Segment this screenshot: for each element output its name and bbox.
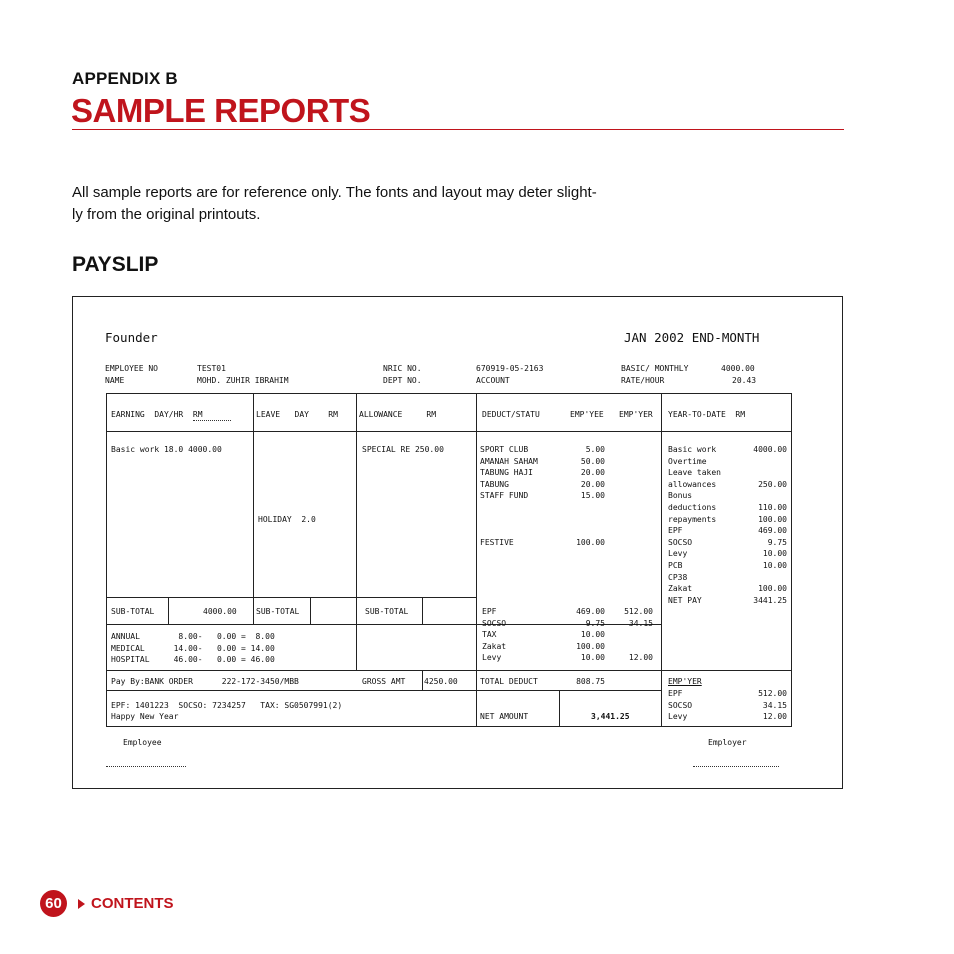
grid-line: [422, 597, 423, 624]
ytd-label: EPF: [668, 526, 683, 536]
net-amount-value: 3,441.25: [591, 712, 630, 721]
grid-line: [422, 670, 423, 690]
ytd-value: 3441.25: [753, 595, 787, 605]
gross-value: 4250.00: [424, 677, 458, 686]
ytd-label: PCB: [668, 561, 683, 570]
net-amount-label: NET AMOUNT: [480, 712, 529, 721]
deduction-name: STAFF FUND: [480, 491, 529, 501]
employer-signature-label: Employer: [708, 738, 747, 747]
ytd-label: deductions: [668, 503, 717, 512]
total-deduct-value: 808.75: [576, 677, 605, 686]
grid-line: [476, 393, 477, 727]
header-underline: [193, 420, 231, 421]
appendix-label: APPENDIX B: [72, 69, 178, 88]
grid-line: [168, 597, 169, 624]
name-label: NAME: [105, 376, 125, 385]
basic-value: 4000.00: [721, 364, 755, 373]
pay-period: JAN 2002 END-MONTH: [624, 330, 760, 345]
ytd-label: Levy: [668, 549, 688, 559]
ytd-label: NET PAY: [668, 595, 702, 605]
name-value: MOHD. ZUHIR IBRAHIM: [197, 376, 289, 385]
statutory-empyer: 12.00: [628, 653, 653, 663]
subtotal-earning-value: 4000.00: [203, 607, 237, 616]
ytd-label: CP38: [668, 572, 688, 582]
ytd-value: 110.00: [758, 503, 787, 512]
subtotal-earning-label: SUB-TOTAL: [111, 607, 155, 616]
deduction-name: SPORT CLUB: [480, 445, 529, 454]
deduction-name: TABUNG: [480, 479, 509, 489]
ytd-value: 100.00: [758, 584, 787, 594]
grid-line: [310, 597, 311, 624]
ytd-value: 100.00: [758, 514, 787, 524]
deduction-name: TABUNG HAJI: [480, 468, 533, 478]
rate-value: 20.43: [732, 376, 757, 385]
deduction-name: AMANAH SAHAM: [480, 456, 538, 466]
ytd-value: 10.00: [762, 549, 787, 559]
page-title: SAMPLE REPORTS: [71, 92, 371, 129]
statutory-name: Levy: [482, 653, 502, 663]
leave-balance-row: ANNUAL 8.00- 0.00 = 8.00: [111, 632, 275, 641]
grid-line: [559, 690, 560, 726]
ytd-value: 4000.00: [753, 445, 787, 454]
leave-row: HOLIDAY 2.0: [258, 515, 316, 524]
allowance-row: SPECIAL RE 250.00: [362, 445, 444, 454]
subtotal-allowance-label: SUB-TOTAL: [365, 607, 409, 616]
statutory-empyer: 34.15: [628, 618, 653, 628]
deduction-amount: 50.00: [580, 456, 605, 466]
ytd-label: Overtime: [668, 456, 707, 466]
header-allowance: ALLOWANCE RM: [359, 410, 437, 419]
ytd-label: Bonus: [668, 491, 693, 501]
statutory-name: Zakat: [482, 641, 507, 651]
deduction-amount: 20.00: [580, 468, 605, 478]
grid-line: [356, 393, 357, 671]
ytd-label: repayments: [668, 514, 717, 524]
grid-line: [791, 393, 792, 727]
employee-signature-line: [106, 766, 186, 767]
ytd-value: 10.00: [762, 561, 787, 570]
title-rule: [72, 129, 844, 130]
statutory-name: TAX: [482, 630, 497, 640]
leave-balance-row: HOSPITAL 46.00- 0.00 = 46.00: [111, 655, 275, 665]
employer-signature-line: [693, 766, 779, 767]
grid-line: [106, 431, 792, 432]
empyer-summary-value: 34.15: [762, 700, 787, 710]
leave-balance-row: MEDICAL 14.00- 0.00 = 14.00: [111, 643, 275, 653]
ytd-value: 250.00: [758, 479, 787, 489]
ytd-label: allowances: [668, 479, 717, 489]
company-name: Founder: [105, 330, 158, 345]
nric-label: NRIC NO.: [383, 364, 422, 373]
emp-no-value: TEST01: [197, 364, 226, 373]
grid-line: [253, 393, 254, 625]
empyer-summary-label: SOCSO: [668, 700, 693, 710]
festive-label: FESTIVE: [480, 538, 514, 547]
statutory-empyee: 100.00: [576, 641, 605, 651]
gross-label: GROSS AMT: [362, 677, 406, 686]
statutory-empyer: 512.00: [624, 607, 653, 616]
contents-arrow-icon[interactable]: [78, 899, 85, 909]
contents-link[interactable]: CONTENTS: [91, 895, 174, 912]
intro-paragraph: All sample reports are for reference only. The fonts and layout may deter slight- ly from the original printouts.: [72, 184, 597, 223]
employee-signature-label: Employee: [123, 738, 162, 747]
section-title: PAYSLIP: [72, 253, 159, 276]
deduction-amount: 5.00: [585, 445, 605, 454]
statutory-name: SOCSO: [482, 618, 507, 628]
statutory-empyee: 469.00: [576, 607, 605, 616]
ytd-label: Zakat: [668, 584, 693, 594]
header-empyee: EMP'YEE: [570, 410, 604, 419]
statutory-empyee: 10.00: [580, 630, 605, 640]
header-leave: LEAVE DAY RM: [256, 410, 338, 419]
grid-line: [106, 393, 107, 727]
empyer-label: EMP'YER: [668, 677, 702, 686]
header-deduct: DEDUCT/STATU: [482, 410, 540, 419]
dept-value: ACCOUNT: [476, 376, 510, 385]
pay-by: Pay By:BANK ORDER 222-172-3450/MBB: [111, 677, 299, 686]
nric-value: 670919-05-2163: [476, 364, 544, 373]
ytd-value: 469.00: [758, 526, 787, 536]
header-ytd: YEAR-TO-DATE RM: [668, 410, 746, 419]
statutory-ids: EPF: 1401223 SOCSO: 7234257 TAX: SG0507991(2): [111, 701, 343, 710]
festive-amount: 100.00: [576, 538, 605, 547]
grid-line: [106, 597, 476, 598]
page-number-badge: 60: [40, 890, 67, 917]
total-deduct-label: TOTAL DEDUCT: [480, 677, 538, 686]
rate-label: RATE/HOUR: [621, 376, 665, 385]
deduction-amount: 15.00: [580, 491, 605, 501]
grid-line: [106, 393, 792, 394]
statutory-empyee: 9.75: [585, 618, 605, 628]
grid-line: [661, 393, 662, 727]
statutory-empyee: 10.00: [580, 653, 605, 663]
grid-line: [106, 670, 792, 671]
earning-row: Basic work 18.0 4000.00: [111, 445, 222, 454]
grid-line: [106, 726, 792, 727]
message: Happy New Year: [111, 712, 179, 721]
empyer-summary-label: EPF: [668, 689, 683, 698]
subtotal-leave-label: SUB-TOTAL: [256, 607, 300, 616]
payslip-frame: [72, 296, 843, 789]
grid-line: [106, 690, 661, 691]
header-earning: EARNING DAY/HR RM: [111, 410, 203, 419]
ytd-value: 9.75: [767, 537, 787, 547]
empyer-summary-value: 512.00: [758, 689, 787, 698]
basic-label: BASIC/ MONTHLY: [621, 364, 689, 373]
deduction-amount: 20.00: [580, 479, 605, 489]
header-empyer: EMP'YER: [619, 410, 653, 419]
statutory-name: EPF: [482, 607, 497, 616]
ytd-label: Leave taken: [668, 468, 721, 478]
dept-label: DEPT NO.: [383, 376, 422, 385]
empyer-summary-value: 12.00: [762, 712, 787, 722]
empyer-summary-label: Levy: [668, 712, 688, 722]
emp-no-label: EMPLOYEE NO: [105, 364, 158, 373]
ytd-label: Basic work: [668, 445, 717, 454]
ytd-label: SOCSO: [668, 537, 693, 547]
